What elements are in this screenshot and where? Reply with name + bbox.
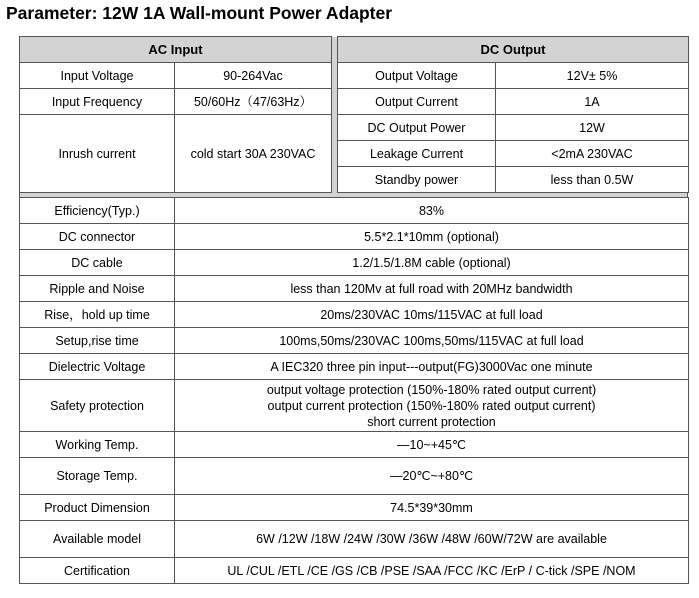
spec-value xyxy=(175,224,689,250)
spec-value-line: 83% xyxy=(418,203,445,218)
spec-value xyxy=(175,198,689,224)
dc-row-label: Output Current xyxy=(338,89,496,115)
spec-label: Certification xyxy=(20,558,175,584)
spec-value-line: 20ms/230VAC 10ms/115VAC at full load xyxy=(320,307,543,322)
dc-row-label: Standby power xyxy=(338,167,496,193)
spec-value xyxy=(175,495,689,521)
ac-input-header: AC Input xyxy=(20,37,332,63)
dc-row-label: DC Output Power xyxy=(338,115,496,141)
spec-value xyxy=(175,458,689,495)
spec-label: Dielectric Voltage xyxy=(20,354,175,380)
dc-row-value: 12W xyxy=(496,115,689,141)
ac-dc-table xyxy=(19,36,689,193)
dc-row-value: less than 0.5W xyxy=(496,167,689,193)
spec-label: Working Temp. xyxy=(20,432,175,458)
spec-value-line: 5.5*2.1*10mm (optional) xyxy=(364,229,499,244)
spec-label: DC connector xyxy=(20,224,175,250)
spec-label: Efficiency(Typ.) xyxy=(20,198,175,224)
spec-value xyxy=(175,521,689,558)
spec-value-line: 74.5*39*30mm xyxy=(390,500,473,515)
spec-value xyxy=(175,380,689,432)
spec-value-line: 6W /12W /18W /24W /30W /36W /48W /60W/72W are available xyxy=(256,532,607,546)
spec-label: Storage Temp. xyxy=(20,458,175,495)
spec-table xyxy=(19,197,689,584)
spec-value-line: less than 120Mv at full road with 20MHz bandwidth xyxy=(290,281,573,296)
spec-label: Rise，hold up time xyxy=(20,302,175,328)
spec-value xyxy=(175,354,689,380)
spec-value-line: output voltage protection (150%-180% rated output current) xyxy=(266,382,597,397)
spec-label: Setup,rise time xyxy=(20,328,175,354)
spec-value-line: UL /CUL /ETL /CE /GS /CB /PSE /SAA /FCC /KC /ErP / C-tick /SPE /NOM xyxy=(227,563,636,578)
spec-value-line: short current protection xyxy=(367,414,496,429)
spec-label: Product Dimension xyxy=(20,495,175,521)
spec-label: Available model xyxy=(20,521,175,558)
spec-value-line: —10~+45℃ xyxy=(397,437,466,452)
spec-label: Ripple and Noise xyxy=(20,276,175,302)
spec-value xyxy=(175,250,689,276)
spec-value xyxy=(175,558,689,584)
spec-value-line: output current protection (150%-180% rated output current) xyxy=(267,398,596,413)
ac-row-value: cold start 30A 230VAC xyxy=(175,115,332,193)
spec-value xyxy=(175,276,689,302)
dc-row-label: Leakage Current xyxy=(338,141,496,167)
spec-value xyxy=(175,302,689,328)
spec-value-line: 100ms,50ms/230VAC 100ms,50ms/115VAC at full load xyxy=(279,333,584,348)
dc-row-value: <2mA 230VAC xyxy=(496,141,689,167)
spec-label: Safety protection xyxy=(20,380,175,432)
dc-row-value: 12V± 5% xyxy=(496,63,689,89)
dc-output-header: DC Output xyxy=(338,37,689,63)
page-title: Parameter: 12W 1A Wall-mount Power Adapter xyxy=(6,3,393,23)
ac-row-label: Inrush current xyxy=(20,115,175,193)
ac-row-value: 90-264Vac xyxy=(175,63,332,89)
ac-row-label: Input Voltage xyxy=(20,63,175,89)
spec-value-line: A IEC320 three pin input---output(FG)3000Vac one minute xyxy=(270,359,593,374)
spec-label: DC cable xyxy=(20,250,175,276)
spec-value xyxy=(175,328,689,354)
ac-row-value: 50/60Hz（47/63Hz） xyxy=(175,89,332,115)
spec-value-line: —20℃~+80℃ xyxy=(390,469,473,483)
spec-value xyxy=(175,432,689,458)
dc-row-value: 1A xyxy=(496,89,689,115)
spec-value-line: 1.2/1.5/1.8M cable (optional) xyxy=(352,255,511,270)
ac-row-label: Input Frequency xyxy=(20,89,175,115)
dc-row-label: Output Voltage xyxy=(338,63,496,89)
